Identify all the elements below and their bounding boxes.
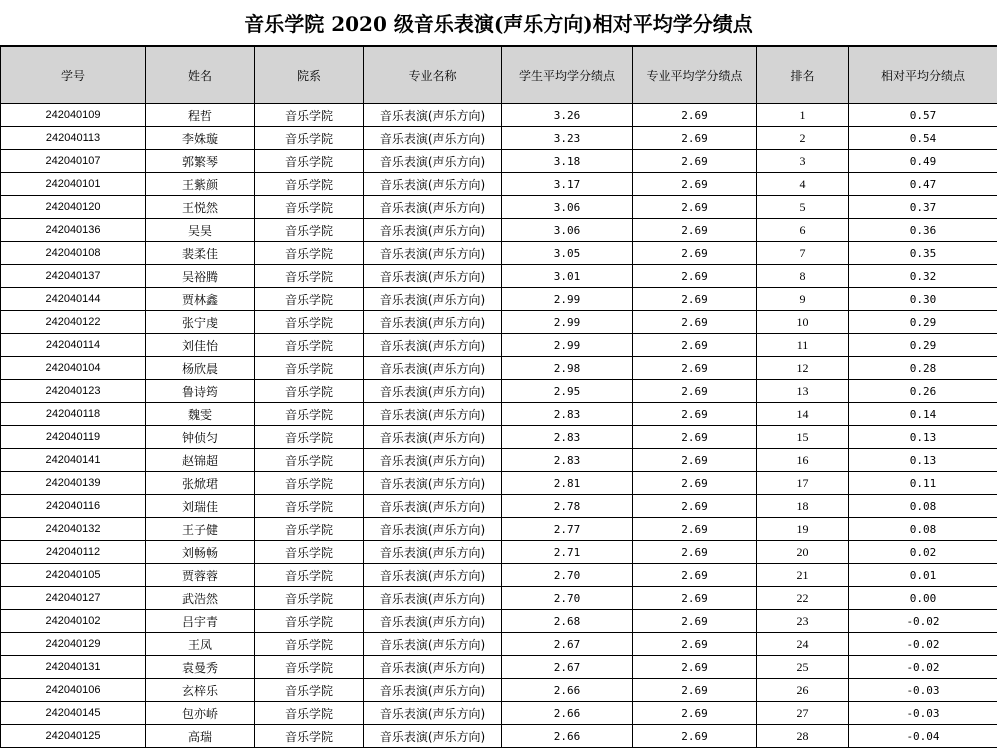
student-gpa-cell: 2.70: [502, 587, 633, 610]
student-id-cell: 242040112: [1, 541, 146, 564]
major-gpa-cell: 2.69: [633, 104, 757, 127]
major-cell: 音乐表演(声乐方向): [364, 265, 502, 288]
student-gpa-cell: 2.70: [502, 564, 633, 587]
header-relative-gpa: 相对平均分绩点: [849, 47, 997, 104]
department-cell: 音乐学院: [255, 127, 364, 150]
department-cell: 音乐学院: [255, 219, 364, 242]
major-gpa-cell: 2.69: [633, 610, 757, 633]
relative-gpa-cell: 0.35: [849, 242, 997, 265]
table-row: [1, 357, 997, 380]
student-gpa-cell: 2.99: [502, 288, 633, 311]
department-cell: 音乐学院: [255, 564, 364, 587]
relative-gpa-cell: 0.36: [849, 219, 997, 242]
student-gpa-cell: 3.06: [502, 196, 633, 219]
name-cell: 刘佳怡: [146, 334, 255, 357]
header-major-gpa: 专业平均学分绩点: [633, 47, 757, 104]
rank-cell: 17: [757, 472, 849, 495]
department-cell: 音乐学院: [255, 104, 364, 127]
table-row: [1, 150, 997, 173]
rank-cell: 3: [757, 150, 849, 173]
major-cell: 音乐表演(声乐方向): [364, 564, 502, 587]
student-gpa-cell: 2.67: [502, 633, 633, 656]
student-gpa-cell: 2.66: [502, 679, 633, 702]
department-cell: 音乐学院: [255, 288, 364, 311]
student-gpa-cell: 2.99: [502, 334, 633, 357]
name-cell: 赵锦超: [146, 449, 255, 472]
relative-gpa-cell: 0.13: [849, 426, 997, 449]
header-rank: 排名: [757, 47, 849, 104]
department-cell: 音乐学院: [255, 150, 364, 173]
major-gpa-cell: 2.69: [633, 564, 757, 587]
student-gpa-cell: 2.81: [502, 472, 633, 495]
student-id-cell: 242040139: [1, 472, 146, 495]
department-cell: 音乐学院: [255, 725, 364, 748]
name-cell: 玄梓乐: [146, 679, 255, 702]
relative-gpa-cell: 0.57: [849, 104, 997, 127]
header-major: 专业名称: [364, 47, 502, 104]
major-gpa-cell: 2.69: [633, 472, 757, 495]
major-gpa-cell: 2.69: [633, 702, 757, 725]
name-cell: 张焮珺: [146, 472, 255, 495]
major-cell: 音乐表演(声乐方向): [364, 173, 502, 196]
student-gpa-cell: 3.18: [502, 150, 633, 173]
department-cell: 音乐学院: [255, 679, 364, 702]
table-row: [1, 472, 997, 495]
student-id-cell: 242040107: [1, 150, 146, 173]
name-cell: 吴裕腾: [146, 265, 255, 288]
rank-cell: 27: [757, 702, 849, 725]
department-cell: 音乐学院: [255, 449, 364, 472]
relative-gpa-cell: -0.02: [849, 633, 997, 656]
major-cell: 音乐表演(声乐方向): [364, 449, 502, 472]
student-id-cell: 242040145: [1, 702, 146, 725]
department-cell: 音乐学院: [255, 403, 364, 426]
relative-gpa-cell: 0.01: [849, 564, 997, 587]
student-id-cell: 242040109: [1, 104, 146, 127]
rank-cell: 8: [757, 265, 849, 288]
table-row: [1, 495, 997, 518]
name-cell: 吕宇青: [146, 610, 255, 633]
rank-cell: 9: [757, 288, 849, 311]
major-gpa-cell: 2.69: [633, 242, 757, 265]
student-id-cell: 242040114: [1, 334, 146, 357]
student-id-cell: 242040104: [1, 357, 146, 380]
table-row: [1, 265, 997, 288]
student-id-cell: 242040127: [1, 587, 146, 610]
rank-cell: 22: [757, 587, 849, 610]
department-cell: 音乐学院: [255, 541, 364, 564]
table-row: [1, 541, 997, 564]
student-id-cell: 242040131: [1, 656, 146, 679]
rank-cell: 25: [757, 656, 849, 679]
student-gpa-cell: 3.01: [502, 265, 633, 288]
student-id-cell: 242040144: [1, 288, 146, 311]
department-cell: 音乐学院: [255, 311, 364, 334]
student-id-cell: 242040106: [1, 679, 146, 702]
student-id-cell: 242040105: [1, 564, 146, 587]
student-gpa-cell: 2.66: [502, 725, 633, 748]
major-cell: 音乐表演(声乐方向): [364, 311, 502, 334]
student-gpa-cell: 3.26: [502, 104, 633, 127]
student-gpa-cell: 2.71: [502, 541, 633, 564]
rank-cell: 1: [757, 104, 849, 127]
rank-cell: 6: [757, 219, 849, 242]
relative-gpa-cell: 0.11: [849, 472, 997, 495]
major-cell: 音乐表演(声乐方向): [364, 518, 502, 541]
name-cell: 贾林鑫: [146, 288, 255, 311]
department-cell: 音乐学院: [255, 265, 364, 288]
department-cell: 音乐学院: [255, 656, 364, 679]
major-gpa-cell: 2.69: [633, 334, 757, 357]
gpa-table: [0, 46, 997, 748]
rank-cell: 15: [757, 426, 849, 449]
department-cell: 音乐学院: [255, 380, 364, 403]
student-id-cell: 242040141: [1, 449, 146, 472]
major-gpa-cell: 2.69: [633, 541, 757, 564]
major-gpa-cell: 2.69: [633, 288, 757, 311]
table-row: [1, 633, 997, 656]
rank-cell: 16: [757, 449, 849, 472]
table-row: [1, 702, 997, 725]
rank-cell: 7: [757, 242, 849, 265]
table-row: [1, 564, 997, 587]
table-row: [1, 196, 997, 219]
major-cell: 音乐表演(声乐方向): [364, 357, 502, 380]
table-row: [1, 127, 997, 150]
major-cell: 音乐表演(声乐方向): [364, 587, 502, 610]
department-cell: 音乐学院: [255, 495, 364, 518]
major-gpa-cell: 2.69: [633, 656, 757, 679]
relative-gpa-cell: 0.13: [849, 449, 997, 472]
student-gpa-cell: 2.83: [502, 426, 633, 449]
major-cell: 音乐表演(声乐方向): [364, 679, 502, 702]
rank-cell: 12: [757, 357, 849, 380]
major-cell: 音乐表演(声乐方向): [364, 541, 502, 564]
header-student-id: 学号: [1, 47, 146, 104]
student-id-cell: 242040125: [1, 725, 146, 748]
major-cell: 音乐表演(声乐方向): [364, 426, 502, 449]
department-cell: 音乐学院: [255, 610, 364, 633]
table-row: [1, 587, 997, 610]
relative-gpa-cell: 0.14: [849, 403, 997, 426]
major-cell: 音乐表演(声乐方向): [364, 725, 502, 748]
major-cell: 音乐表演(声乐方向): [364, 380, 502, 403]
name-cell: 吴昊: [146, 219, 255, 242]
major-cell: 音乐表演(声乐方向): [364, 472, 502, 495]
rank-cell: 26: [757, 679, 849, 702]
relative-gpa-cell: -0.03: [849, 679, 997, 702]
major-gpa-cell: 2.69: [633, 380, 757, 403]
table-row: [1, 242, 997, 265]
rank-cell: 11: [757, 334, 849, 357]
department-cell: 音乐学院: [255, 472, 364, 495]
table-row: [1, 656, 997, 679]
table-row: [1, 219, 997, 242]
relative-gpa-cell: -0.02: [849, 656, 997, 679]
major-gpa-cell: 2.69: [633, 426, 757, 449]
student-id-cell: 242040132: [1, 518, 146, 541]
relative-gpa-cell: -0.03: [849, 702, 997, 725]
relative-gpa-cell: 0.29: [849, 311, 997, 334]
table-row: [1, 725, 997, 748]
rank-cell: 14: [757, 403, 849, 426]
rank-cell: 10: [757, 311, 849, 334]
major-cell: 音乐表演(声乐方向): [364, 127, 502, 150]
student-gpa-cell: 3.23: [502, 127, 633, 150]
major-gpa-cell: 2.69: [633, 403, 757, 426]
major-cell: 音乐表演(声乐方向): [364, 242, 502, 265]
name-cell: 钟侦匀: [146, 426, 255, 449]
relative-gpa-cell: 0.08: [849, 518, 997, 541]
name-cell: 刘瑞佳: [146, 495, 255, 518]
table-row: [1, 426, 997, 449]
student-gpa-cell: 3.17: [502, 173, 633, 196]
rank-cell: 20: [757, 541, 849, 564]
table-row: [1, 173, 997, 196]
major-cell: 音乐表演(声乐方向): [364, 288, 502, 311]
student-id-cell: 242040102: [1, 610, 146, 633]
student-gpa-cell: 2.99: [502, 311, 633, 334]
major-gpa-cell: 2.69: [633, 587, 757, 610]
department-cell: 音乐学院: [255, 702, 364, 725]
name-cell: 王悦然: [146, 196, 255, 219]
rank-cell: 23: [757, 610, 849, 633]
major-gpa-cell: 2.69: [633, 127, 757, 150]
department-cell: 音乐学院: [255, 357, 364, 380]
rank-cell: 13: [757, 380, 849, 403]
major-gpa-cell: 2.69: [633, 449, 757, 472]
student-id-cell: 242040129: [1, 633, 146, 656]
relative-gpa-cell: 0.28: [849, 357, 997, 380]
relative-gpa-cell: 0.30: [849, 288, 997, 311]
student-id-cell: 242040113: [1, 127, 146, 150]
major-gpa-cell: 2.69: [633, 679, 757, 702]
relative-gpa-cell: 0.37: [849, 196, 997, 219]
name-cell: 程哲: [146, 104, 255, 127]
major-gpa-cell: 2.69: [633, 357, 757, 380]
relative-gpa-cell: 0.32: [849, 265, 997, 288]
table-row: [1, 311, 997, 334]
student-id-cell: 242040137: [1, 265, 146, 288]
major-cell: 音乐表演(声乐方向): [364, 702, 502, 725]
student-gpa-cell: 2.77: [502, 518, 633, 541]
student-id-cell: 242040101: [1, 173, 146, 196]
relative-gpa-cell: 0.08: [849, 495, 997, 518]
major-gpa-cell: 2.69: [633, 633, 757, 656]
header-row: [1, 47, 997, 104]
rank-cell: 2: [757, 127, 849, 150]
relative-gpa-cell: 0.02: [849, 541, 997, 564]
rank-cell: 4: [757, 173, 849, 196]
relative-gpa-cell: 0.26: [849, 380, 997, 403]
relative-gpa-cell: 0.54: [849, 127, 997, 150]
header-student-gpa: 学生平均学分绩点: [502, 47, 633, 104]
table-body: [1, 104, 997, 748]
name-cell: 贾蓉蓉: [146, 564, 255, 587]
major-cell: 音乐表演(声乐方向): [364, 656, 502, 679]
department-cell: 音乐学院: [255, 587, 364, 610]
name-cell: 郭繁琴: [146, 150, 255, 173]
name-cell: 王紫颜: [146, 173, 255, 196]
major-cell: 音乐表演(声乐方向): [364, 196, 502, 219]
rank-cell: 18: [757, 495, 849, 518]
student-gpa-cell: 2.78: [502, 495, 633, 518]
student-gpa-cell: 3.06: [502, 219, 633, 242]
major-gpa-cell: 2.69: [633, 518, 757, 541]
student-gpa-cell: 2.67: [502, 656, 633, 679]
rank-cell: 24: [757, 633, 849, 656]
major-cell: 音乐表演(声乐方向): [364, 334, 502, 357]
name-cell: 魏雯: [146, 403, 255, 426]
student-gpa-cell: 2.66: [502, 702, 633, 725]
rank-cell: 5: [757, 196, 849, 219]
relative-gpa-cell: -0.04: [849, 725, 997, 748]
major-cell: 音乐表演(声乐方向): [364, 150, 502, 173]
student-id-cell: 242040116: [1, 495, 146, 518]
student-gpa-cell: 2.68: [502, 610, 633, 633]
department-cell: 音乐学院: [255, 242, 364, 265]
name-cell: 李姝璇: [146, 127, 255, 150]
page-title: 音乐学院 2020 级音乐表演(声乐方向)相对平均学分绩点: [0, 0, 997, 46]
major-gpa-cell: 2.69: [633, 196, 757, 219]
student-id-cell: 242040120: [1, 196, 146, 219]
major-gpa-cell: 2.69: [633, 265, 757, 288]
name-cell: 裴柔佳: [146, 242, 255, 265]
major-cell: 音乐表演(声乐方向): [364, 495, 502, 518]
name-cell: 王子健: [146, 518, 255, 541]
name-cell: 袁曼秀: [146, 656, 255, 679]
rank-cell: 28: [757, 725, 849, 748]
department-cell: 音乐学院: [255, 196, 364, 219]
department-cell: 音乐学院: [255, 426, 364, 449]
department-cell: 音乐学院: [255, 334, 364, 357]
major-cell: 音乐表演(声乐方向): [364, 610, 502, 633]
table-row: [1, 403, 997, 426]
major-gpa-cell: 2.69: [633, 150, 757, 173]
major-gpa-cell: 2.69: [633, 173, 757, 196]
student-id-cell: 242040123: [1, 380, 146, 403]
table-row: [1, 518, 997, 541]
major-cell: 音乐表演(声乐方向): [364, 219, 502, 242]
relative-gpa-cell: -0.02: [849, 610, 997, 633]
rank-cell: 19: [757, 518, 849, 541]
major-gpa-cell: 2.69: [633, 495, 757, 518]
student-id-cell: 242040136: [1, 219, 146, 242]
major-cell: 音乐表演(声乐方向): [364, 104, 502, 127]
header-department: 院系: [255, 47, 364, 104]
name-cell: 包亦峤: [146, 702, 255, 725]
table-row: [1, 334, 997, 357]
student-gpa-cell: 2.83: [502, 403, 633, 426]
name-cell: 王凤: [146, 633, 255, 656]
student-gpa-cell: 2.83: [502, 449, 633, 472]
name-cell: 鲁诗筠: [146, 380, 255, 403]
relative-gpa-cell: 0.00: [849, 587, 997, 610]
student-id-cell: 242040119: [1, 426, 146, 449]
table-row: [1, 104, 997, 127]
student-gpa-cell: 2.95: [502, 380, 633, 403]
name-cell: 张宁虔: [146, 311, 255, 334]
relative-gpa-cell: 0.47: [849, 173, 997, 196]
student-id-cell: 242040108: [1, 242, 146, 265]
student-id-cell: 242040122: [1, 311, 146, 334]
major-cell: 音乐表演(声乐方向): [364, 403, 502, 426]
student-gpa-cell: 2.98: [502, 357, 633, 380]
relative-gpa-cell: 0.49: [849, 150, 997, 173]
rank-cell: 21: [757, 564, 849, 587]
name-cell: 杨欣晨: [146, 357, 255, 380]
major-gpa-cell: 2.69: [633, 311, 757, 334]
major-gpa-cell: 2.69: [633, 725, 757, 748]
relative-gpa-cell: 0.29: [849, 334, 997, 357]
major-gpa-cell: 2.69: [633, 219, 757, 242]
name-cell: 武浩然: [146, 587, 255, 610]
table-row: [1, 610, 997, 633]
major-cell: 音乐表演(声乐方向): [364, 633, 502, 656]
table-row: [1, 679, 997, 702]
student-id-cell: 242040118: [1, 403, 146, 426]
department-cell: 音乐学院: [255, 633, 364, 656]
header-name: 姓名: [146, 47, 255, 104]
table-row: [1, 380, 997, 403]
name-cell: 刘畅畅: [146, 541, 255, 564]
name-cell: 高瑞: [146, 725, 255, 748]
department-cell: 音乐学院: [255, 173, 364, 196]
table-row: [1, 288, 997, 311]
table-row: [1, 449, 997, 472]
student-gpa-cell: 3.05: [502, 242, 633, 265]
department-cell: 音乐学院: [255, 518, 364, 541]
